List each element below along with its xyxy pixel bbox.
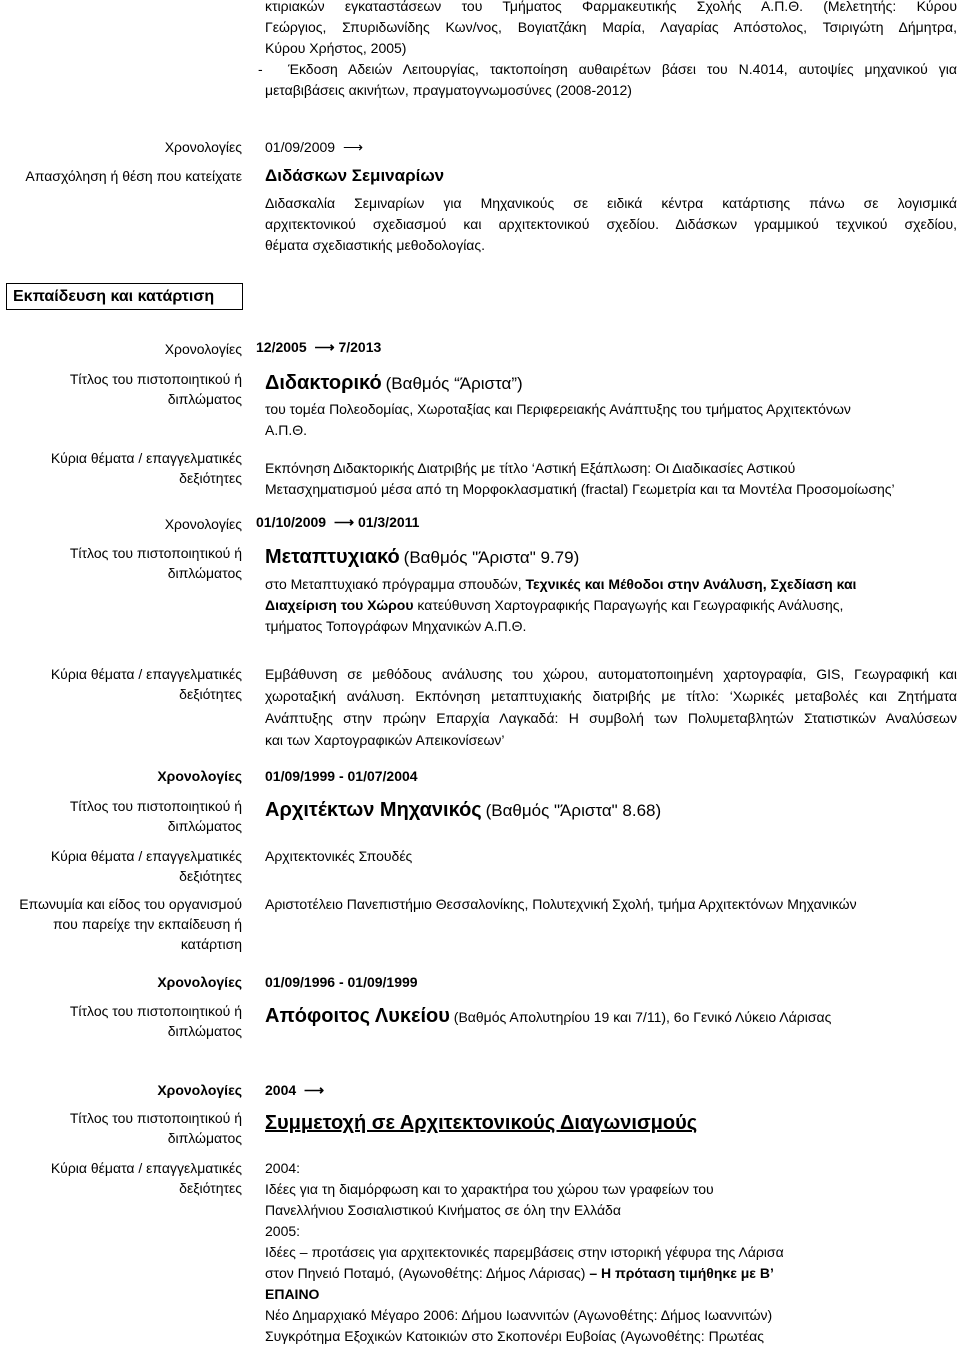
lyceum-title-desc: (Βαθμός Απολυτηρίου 19 και 7/11), 6ο Γενικό Λύκειο Λάρισας bbox=[453, 1009, 832, 1025]
msc-desc-1 bbox=[265, 574, 856, 594]
arch-org-label: Επωνυμία και είδος του οργανισμού που παρείχε την εκπαίδευση ή κατάρτιση bbox=[19, 896, 242, 952]
comp-line-7: ΕΠΑΙΝΟ bbox=[265, 1286, 320, 1302]
msc-program-name-cont: Διαχείριση του Χώρου bbox=[265, 597, 414, 613]
top-line-1: κτιριακών εγκαταστάσεων του Τμήματος Φαρμακευτικής Σχολής Α.Π.Θ. (Μελετητής: Κύρου bbox=[265, 0, 957, 14]
msc-skills-4: και των Χαρτογραφικών Απεικονίσεων’ bbox=[265, 732, 505, 748]
position-title: Διδάσκων Σεμιναρίων bbox=[265, 166, 445, 185]
lyceum-dates: 01/09/1996 - 01/09/1999 bbox=[265, 974, 418, 990]
top-line-3: Κύρου Χρήστος, 2005) bbox=[265, 40, 407, 56]
position-label: Απασχόληση ή θέση που κατείχατε bbox=[25, 168, 242, 184]
arrow-right-icon: ⟶ bbox=[314, 339, 335, 355]
msc-dates-end: 01/3/2011 bbox=[357, 514, 420, 530]
msc-title-label: Τίτλος του πιστοποιητικού ή διπλώματος bbox=[69, 545, 242, 581]
phd-dates-end: 7/2013 bbox=[338, 339, 382, 355]
lyceum-title-label: Τίτλος του πιστοποιητικού ή διπλώματος bbox=[69, 1003, 242, 1039]
msc-skills-1: Εμβάθυνση σε μεθόδους ανάλυσης του χώρου, αυτοματοποιημένη χαρτογραφία, GIS, Γεωγραφική και bbox=[265, 666, 957, 682]
comp-line-4: 2005: bbox=[265, 1223, 301, 1239]
position-desc-3: θέματα σχεδιαστικής μεθοδολογίας. bbox=[265, 237, 486, 253]
phd-dates bbox=[256, 337, 381, 357]
comp-line-5: Ιδέες – προτάσεις για αρχιτεκτονικές παρεμβάσεις στην ιστορική γέφυρα της Λάρισα bbox=[265, 1244, 784, 1260]
comp-line-6a: στον Πηνειό Ποταμό, (Αγωνοθέτης: Δήμος Λάρισας) bbox=[265, 1265, 586, 1281]
arch-dates: 01/09/1999 - 01/07/2004 bbox=[265, 768, 418, 784]
msc-title-grade: (Βαθμός "Άριστα" 9.79) bbox=[403, 548, 580, 567]
msc-program-name: Τεχνικές και Μέθοδοι στην Ανάλυση, Σχεδίαση και bbox=[525, 576, 857, 592]
arch-org: Αριστοτέλειο Πανεπιστήμιο Θεσσαλονίκης, Πολυτεχνική Σχολή, τμήμα Αρχιτεκτόνων Μηχανικών bbox=[265, 896, 857, 912]
phd-dates-label: Χρονολογίες bbox=[164, 341, 242, 357]
comp-skills-label: Κύρια θέματα / επαγγελματικές δεξιότητες bbox=[50, 1160, 242, 1196]
phd-title-grade: (Βαθμός “Άριστα”) bbox=[385, 374, 523, 393]
comp-line-8: Νέο Δημαρχιακό Μέγαρο 2006: Δήμου Ιωαννιτών (Αγωνοθέτης: Δήμος Ιωαννιτών) bbox=[265, 1307, 773, 1323]
msc-skills-label: Κύρια θέματα / επαγγελματικές δεξιότητες bbox=[50, 666, 242, 702]
bullet-dash: - bbox=[258, 61, 263, 77]
msc-skills-2: χωροταξική ανάλυση. Εκπόνηση μεταπτυχιακής διατριβής με τίτλο: ‘Χωρικές μεταβολές και Ζητήματα bbox=[265, 688, 957, 704]
lyceum-title bbox=[265, 1006, 831, 1027]
msc-desc-2 bbox=[265, 595, 843, 615]
comp-dates-value: 2004 bbox=[265, 1082, 297, 1098]
employment-dates bbox=[265, 137, 363, 157]
arch-skills-label: Κύρια θέματα / επαγγελματικές δεξιότητες bbox=[50, 848, 242, 884]
arch-dates-label: Χρονολογίες bbox=[157, 768, 242, 784]
phd-desc-2: Α.Π.Θ. bbox=[265, 422, 308, 438]
phd-skills-label: Κύρια θέματα / επαγγελματικές δεξιότητες bbox=[50, 450, 242, 486]
employment-dates-value: 01/09/2009 bbox=[265, 139, 336, 155]
position-desc-2: αρχιτεκτονικού σχεδιασμού και αρχιτεκτονικού σχεδίου. Διδάσκων γραμμικού τεχνικού σχεδίου, bbox=[265, 216, 957, 232]
comp-title: Συμμετοχή σε Αρχιτεκτονικούς Διαγωνισμούς bbox=[265, 1112, 698, 1134]
msc-title-main: Μεταπτυχιακό bbox=[265, 546, 400, 568]
msc-title bbox=[265, 547, 579, 568]
education-section-title: Εκπαίδευση και κατάρτιση bbox=[6, 283, 243, 310]
comp-title-label: Τίτλος του πιστοποιητικού ή διπλώματος bbox=[69, 1110, 242, 1146]
arch-title-grade: (Βαθμός "Άριστα" 8.68) bbox=[485, 801, 662, 820]
comp-line-3: Πανελλήνιου Σοσιαλιστικού Κινήματος σε όλη την Ελλάδα bbox=[265, 1202, 621, 1218]
msc-skills-3: Ανάπτυξης στην πρώην Επαρχία Λαγκαδά: Η συμβολή των Πολυμεταβλητών Στατιστικών Αναλύσεων bbox=[265, 710, 957, 726]
phd-title-main: Διδακτορικό bbox=[265, 372, 382, 394]
arch-title-label: Τίτλος του πιστοποιητικού ή διπλώματος bbox=[69, 798, 242, 834]
comp-line-9: Συγκρότημα Εξοχικών Κατοικιών στο Σκοπονέρι Ευβοίας (Αγωνοθέτης: Πρωτέας bbox=[265, 1328, 764, 1344]
lyceum-title-main: Απόφοιτος Λυκείου bbox=[265, 1005, 450, 1027]
arch-skills: Αρχιτεκτονικές Σπουδές bbox=[265, 848, 413, 864]
phd-title bbox=[265, 373, 523, 394]
lyceum-dates-label: Χρονολογίες bbox=[157, 974, 242, 990]
msc-desc-2b: κατεύθυνση Χαρτογραφικής Παραγωγής και Γεωγραφικής Ανάλυσης, bbox=[417, 597, 844, 613]
comp-line-6 bbox=[265, 1263, 774, 1283]
arrow-right-icon: ⟶ bbox=[304, 1082, 325, 1098]
top-line-4: Έκδοση Αδειών Λειτουργίας, τακτοποίηση αυθαιρέτων βάσει του Ν.4014, αυτοψίες μηχανικού για bbox=[288, 61, 957, 77]
msc-dates-start: 01/10/2009 bbox=[256, 514, 327, 530]
phd-desc-1: του τομέα Πολεοδομίας, Χωροταξίας και Περιφερειακής Ανάπτυξης του τμήματος Αρχιτεκτόνων bbox=[265, 401, 851, 417]
comp-line-1: 2004: bbox=[265, 1160, 301, 1176]
msc-desc-3: τμήματος Τοπογράφων Μηχανικών Α.Π.Θ. bbox=[265, 618, 527, 634]
phd-skills-2: Μετασχηματισμού μέσα από τη Μορφοκλασματική (fractal) Γεωμετρία και τα Μοντέλα Προσομοίωσης’ bbox=[265, 481, 895, 497]
msc-dates bbox=[256, 512, 419, 532]
phd-skills-1: Εκπόνηση Διδακτορικής Διατριβής με τίτλο ‘Αστική Εξάπλωση: Οι Διαδικασίες Αστικού bbox=[265, 460, 796, 476]
msc-dates-label: Χρονολογίες bbox=[164, 516, 242, 532]
position-desc-1: Διδασκαλία Σεμιναρίων για Μηχανικούς σε ειδικά κέντρα κατάρτισης πάνω σε λογισμικά bbox=[265, 195, 957, 211]
phd-title-label: Τίτλος του πιστοποιητικού ή διπλώματος bbox=[69, 371, 242, 407]
arrow-right-icon: ⟶ bbox=[342, 139, 364, 155]
msc-desc-1a: στο Μεταπτυχιακό πρόγραμμα σπουδών, bbox=[265, 576, 522, 592]
arrow-right-icon: ⟶ bbox=[333, 514, 355, 530]
comp-award: – Η πρόταση τιμήθηκε με Β’ bbox=[589, 1265, 774, 1281]
arch-title bbox=[265, 800, 661, 821]
top-line-5: μεταβιβάσεις ακινήτων, πραγματογνωμοσύνες (2008-2012) bbox=[265, 82, 632, 98]
comp-dates bbox=[265, 1080, 324, 1100]
employment-dates-label: Χρονολογίες bbox=[164, 139, 242, 155]
comp-line-2: Ιδέες για τη διαμόρφωση και το χαρακτήρα του χώρου των γραφείων του bbox=[265, 1181, 714, 1197]
top-line-2: Γεώργιος, Σπυριδωνίδης Κων/νος, Βογιατζάκη Μαρία, Λαγαρίας Απόστολος, Τσιριγώτη Δήμητρα, bbox=[265, 19, 957, 35]
phd-dates-start: 12/2005 bbox=[256, 339, 307, 355]
comp-dates-label: Χρονολογίες bbox=[157, 1082, 242, 1098]
arch-title-main: Αρχιτέκτων Μηχανικός bbox=[265, 799, 482, 821]
